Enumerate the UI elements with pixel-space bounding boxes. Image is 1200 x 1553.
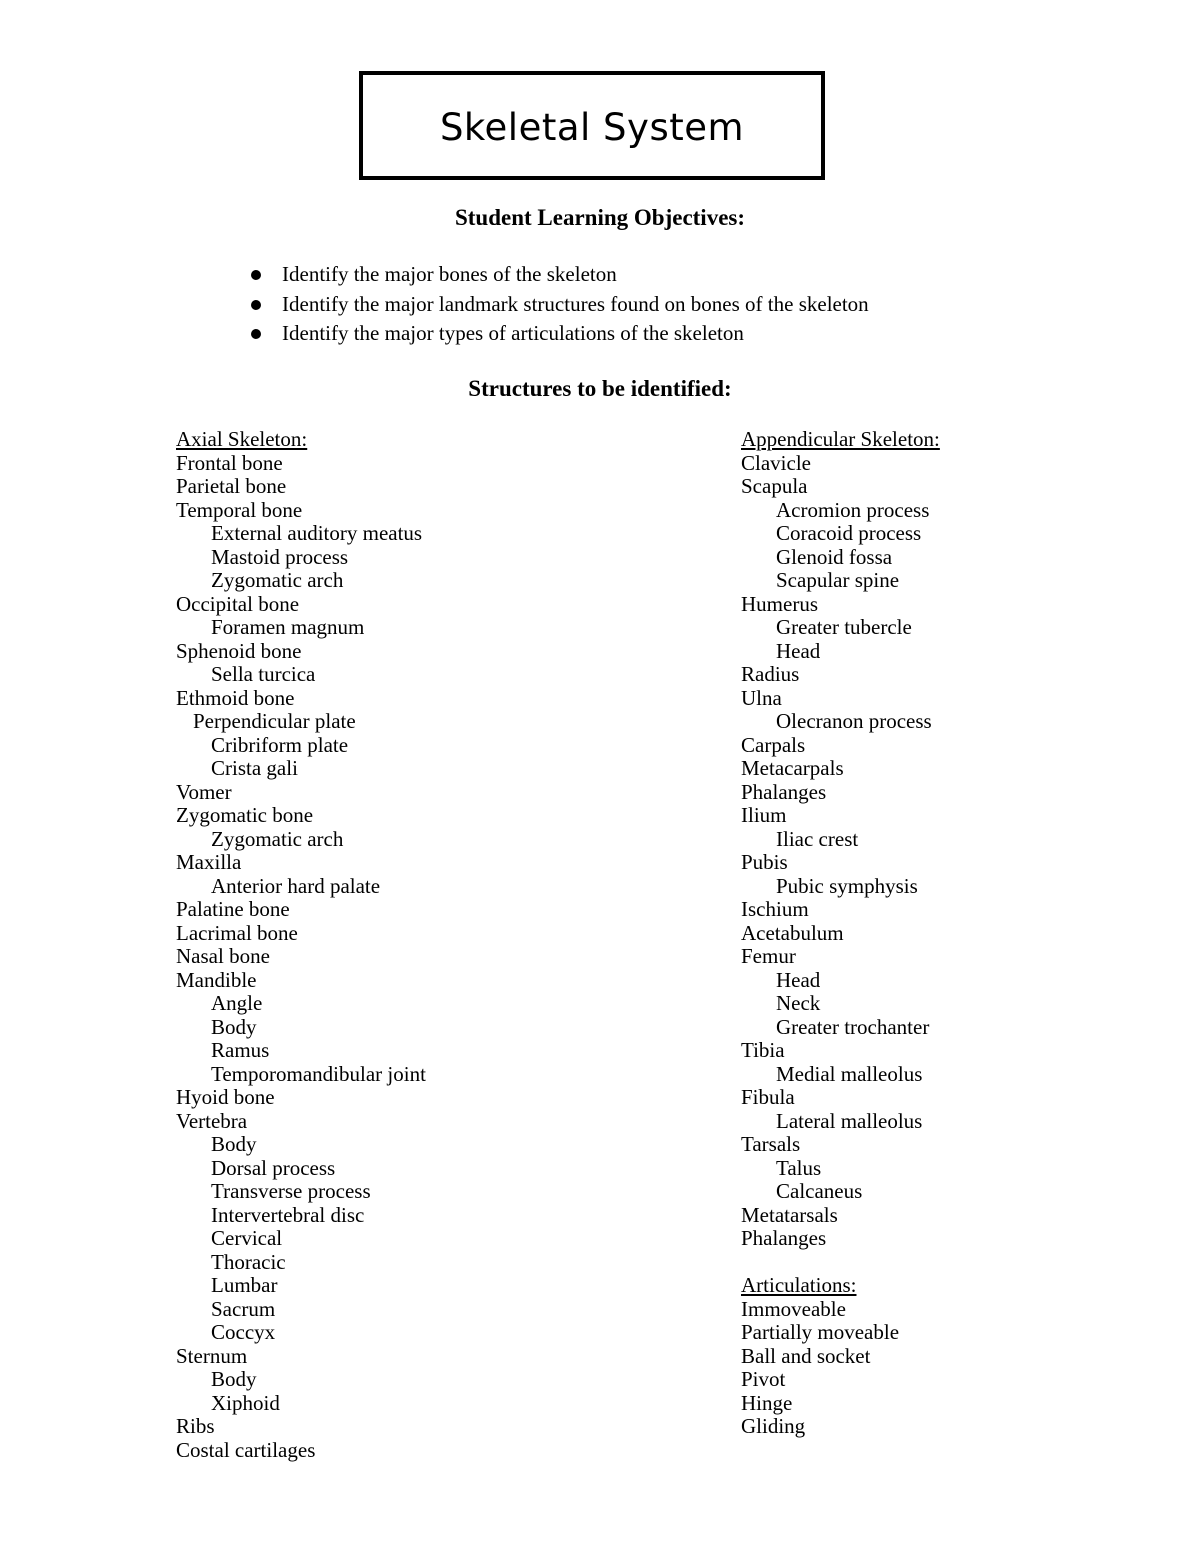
structure-item: Vomer — [176, 779, 232, 804]
structure-item: Temporomandibular joint — [211, 1061, 426, 1086]
structure-item: Vertebra — [176, 1108, 248, 1133]
structure-item: Lateral malleolus — [776, 1108, 923, 1133]
objective-item: Identify the major landmark structures found on bones of the skeleton — [248, 290, 869, 320]
structure-item: Acromion process — [776, 497, 930, 522]
structure-item: Ribs — [176, 1414, 215, 1438]
appendicular-skeleton-column — [741, 428, 940, 1439]
structure-item: Costal cartilages — [176, 1437, 316, 1462]
structure-item: Metacarpals — [741, 756, 844, 780]
structure-item: Crista gali — [211, 756, 298, 780]
structure-item: Pubic symphysis — [776, 873, 918, 898]
structure-item: Carpals — [741, 732, 806, 757]
objective-item: Identify the major bones of the skeleton — [248, 260, 869, 290]
structure-item: Fibula — [741, 1085, 795, 1109]
objectives-list — [248, 260, 869, 349]
structure-item: Lacrimal bone — [176, 920, 298, 945]
structure-item: Head — [776, 638, 821, 663]
structure-item: Scapular spine — [776, 568, 900, 592]
structure-item: Intervertebral disc — [211, 1202, 365, 1227]
structure-item: Transverse process — [211, 1179, 371, 1203]
structures-heading: Structures to be identified: — [468, 376, 732, 401]
structure-item: Anterior hard palate — [211, 873, 381, 898]
objective-item: Identify the major types of articulations of the skeleton — [248, 319, 869, 349]
structure-item: Acetabulum — [741, 920, 844, 945]
structure-item: Tibia — [741, 1038, 785, 1062]
structure-item: Greater trochanter — [776, 1014, 930, 1039]
structure-item: Maxilla — [176, 850, 242, 874]
structure-item: Clavicle — [741, 450, 811, 475]
structure-item: Lumbar — [211, 1273, 278, 1297]
structure-item: Pubis — [741, 850, 788, 874]
structure-item: Ilium — [741, 803, 787, 827]
structure-item: Iliac crest — [776, 826, 859, 851]
structure-item: Zygomatic arch — [211, 826, 344, 851]
structure-item: Sphenoid bone — [176, 638, 302, 663]
structure-item: Body — [211, 1132, 257, 1156]
structure-item: Phalanges — [741, 779, 827, 804]
structure-item: Partially moveable — [741, 1320, 900, 1344]
structure-item: Ulna — [741, 685, 782, 710]
structure-item: Angle — [211, 991, 263, 1015]
structure-item: Ischium — [741, 897, 809, 921]
structure-item: Immoveable — [741, 1296, 846, 1321]
axial-skeleton-column — [176, 428, 426, 1462]
structure-item: Pivot — [741, 1367, 786, 1391]
structure-item: Hyoid bone — [176, 1085, 275, 1109]
structure-item: Body — [211, 1367, 257, 1391]
structure-item: Mastoid process — [211, 544, 349, 569]
structure-item: Perpendicular plate — [193, 709, 356, 733]
structure-item: Medial malleolus — [776, 1061, 923, 1086]
structure-item: Calcaneus — [776, 1179, 863, 1203]
structure-item: Head — [776, 967, 821, 992]
structure-item: Foramen magnum — [211, 615, 365, 639]
structure-item: Occipital bone — [176, 591, 300, 616]
structure-item: Nasal bone — [176, 944, 270, 968]
objectives-heading: Student Learning Objectives: — [454, 205, 746, 230]
structure-item: Olecranon process — [776, 709, 932, 733]
page-title: Skeletal System — [439, 106, 745, 149]
structure-item: External auditory meatus — [211, 521, 423, 545]
structure-item: Body — [211, 1014, 257, 1039]
articulations-heading: Articulations: — [741, 1273, 857, 1297]
appendicular-skeleton-heading: Appendicular Skeleton: — [741, 427, 940, 451]
structure-item: Greater tubercle — [776, 615, 912, 639]
structure-item: Parietal bone — [176, 474, 287, 498]
structure-item: Zygomatic arch — [211, 568, 344, 592]
structure-item: Gliding — [741, 1414, 806, 1438]
title-box — [359, 71, 825, 180]
structure-item: Ball and socket — [741, 1343, 871, 1368]
axial-skeleton-heading: Axial Skeleton: — [176, 427, 308, 451]
structure-item: Hinge — [741, 1390, 793, 1415]
structure-item: Coccyx — [211, 1320, 276, 1344]
structure-item: Cribriform plate — [211, 732, 349, 757]
structure-item: Metatarsals — [741, 1202, 838, 1227]
structure-item: Sella turcica — [211, 662, 316, 686]
structure-item: Phalanges — [741, 1226, 827, 1250]
structure-item: Mandible — [176, 967, 257, 992]
structure-item: Ramus — [211, 1038, 270, 1062]
structure-item: Femur — [741, 944, 796, 968]
structure-item: Cervical — [211, 1226, 283, 1250]
structure-item: Dorsal process — [211, 1155, 336, 1180]
structure-item: Scapula — [741, 474, 808, 498]
structure-item: Talus — [776, 1155, 822, 1180]
section-spacer — [741, 1251, 940, 1275]
structure-item: Radius — [741, 662, 800, 686]
structure-item: Thoracic — [211, 1249, 286, 1274]
structure-item: Neck — [776, 991, 821, 1015]
structure-item: Temporal bone — [176, 497, 303, 522]
structure-item: Sternum — [176, 1343, 248, 1368]
structure-item: Glenoid fossa — [776, 544, 893, 569]
structure-item: Palatine bone — [176, 897, 290, 921]
structure-item: Tarsals — [741, 1132, 801, 1156]
structure-item: Coracoid process — [776, 521, 922, 545]
structure-item: Sacrum — [211, 1296, 276, 1321]
structure-item: Xiphoid — [211, 1390, 280, 1415]
structure-item: Frontal bone — [176, 450, 283, 475]
structure-item: Ethmoid bone — [176, 685, 295, 710]
structure-item: Zygomatic bone — [176, 803, 314, 827]
structure-item: Humerus — [741, 591, 818, 616]
